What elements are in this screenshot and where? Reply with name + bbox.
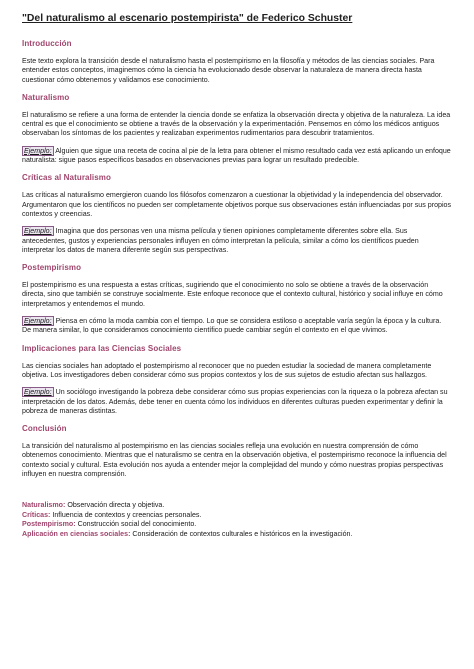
summary-value: Construcción social del conocimiento. bbox=[75, 520, 197, 529]
summary-item bbox=[22, 520, 452, 529]
example-postempirismo bbox=[22, 317, 452, 336]
example-label: Ejemplo: bbox=[24, 388, 52, 397]
summary-value: Influencia de contextos y creencias personales. bbox=[50, 510, 202, 519]
summary-key: Postempirismo: bbox=[22, 520, 76, 529]
heading-postempirismo: Postempirismo bbox=[22, 263, 82, 273]
example-naturalismo bbox=[22, 147, 452, 166]
summary-item bbox=[22, 530, 452, 539]
example-label: Ejemplo: bbox=[24, 227, 52, 236]
example-text: Imagina que dos personas ven una misma película y tienen opiniones completamente diferentes sobre ella. Sus antecedentes, gustos y experiencias personales influyen en cómo interpretan la película, similar a cómo los científicos pueden interpretar los datos de manera diferente según sus perspectivas. bbox=[22, 227, 419, 254]
paragraph-criticas: Las críticas al naturalismo emergieron cuando los filósofos comenzaron a cuestionar la objetividad y la independencia del observador. Argumentaron que los científicos no pueden ser completamente objetivos porque sus observaciones están influenciadas por sus propios contextos y creencias. bbox=[22, 191, 452, 218]
example-label: Ejemplo: bbox=[24, 317, 52, 326]
example-criticas bbox=[22, 227, 452, 255]
heading-implicaciones: Implicaciones para las Ciencias Sociales bbox=[22, 343, 182, 353]
paragraph-postempirismo: El postempirismo es una respuesta a estas críticas, sugiriendo que el conocimiento no solo se obtiene a través de la observación directa, sino que también se construye socialmente. Este enfoque reconoce que el contexto cultural, histórico y social influye en cómo interpretamos y entendemos el mundo. bbox=[22, 281, 443, 308]
summary-value: Consideración de contextos culturales e históricos en la investigación. bbox=[130, 529, 353, 538]
heading-introduccion: Introducción bbox=[22, 39, 72, 48]
summary-item bbox=[22, 501, 452, 510]
summary-key: Naturalismo: bbox=[22, 501, 66, 510]
example-text: Un sociólogo investigando la pobreza debe considerar cómo sus propias experiencias con la riqueza o la pobreza afectan su interpretación de los datos. Además, debe tener en cuenta cómo los individuos en diferentes culturas pueden experimentar y definir la pobreza de maneras distintas. bbox=[22, 388, 448, 415]
summary-key: Aplicación en ciencias sociales: bbox=[22, 529, 131, 538]
paragraph-conclusion: La transición del naturalismo al postempirismo en las ciencias sociales refleja una evolución en nuestra comprensión de cómo obtenemos conocimiento. Mientras que el naturalismo se centra en la observación objetiva, el postempirismo reconoce la influencia del contexto social y cultural. Esta evolución nos ayuda a entender mejor la complejidad del mundo y cómo nuestras propias perspectivas influyen en nuestra comprensión. bbox=[22, 442, 447, 479]
paragraph-introduccion: Este texto explora la transición desde el naturalismo hasta el postempirismo en la filosofía y métodos de las ciencias sociales. Para entender estos conceptos, imaginemos cómo la ciencia ha evolucionado desde observar la naturaleza de manera directa hasta cuestionar cómo obtenemos y validamos ese conocimiento. bbox=[22, 57, 435, 84]
example-label: Ejemplo: bbox=[24, 146, 52, 155]
document-title: "Del naturalismo al escenario postempirista" de Federico Schuster bbox=[22, 13, 353, 24]
summary-item bbox=[22, 511, 452, 520]
heading-criticas: Críticas al Naturalismo bbox=[22, 173, 111, 183]
example-implicaciones bbox=[22, 388, 452, 416]
example-text: Alguien que sigue una receta de cocina al pie de la letra para obtener el mismo resultado cada vez está aplicando un enfoque naturalista: sigue pasos específicos basados en observaciones previas para lograr un resultado predecible. bbox=[22, 146, 451, 165]
paragraph-naturalismo: El naturalismo se refiere a una forma de entender la ciencia donde se enfatiza la observación directa y objetiva de la naturaleza. La idea central es que el conocimiento se obtiene a través de la observación y la experimentación. Pensemos en cómo los médicos antiguos observaban los síntomas de los pacientes y realizaban experimentos rudimentarios para descubrir tratamientos. bbox=[22, 110, 451, 138]
summary-list bbox=[22, 501, 452, 539]
heading-naturalismo: Naturalismo bbox=[22, 92, 70, 102]
paragraph-implicaciones: Las ciencias sociales han adoptado el postempirismo al reconocer que no pueden estudiar la sociedad de manera completamente objetiva. Los investigadores deben considerar cómo sus propios contextos y los de sus sujetos de estudio afectan sus hallazgos. bbox=[22, 361, 432, 379]
example-text: Piensa en cómo la moda cambia con el tiempo. Lo que se considera estiloso o aceptable varía según la época y la cultura. De manera similar, lo que consideramos conocimiento científico puede cambiar según el contexto en el que vivimos. bbox=[22, 317, 442, 335]
summary-key: Críticas: bbox=[22, 510, 51, 519]
heading-conclusion: Conclusión bbox=[22, 424, 67, 434]
summary-value: Observación directa y objetiva. bbox=[65, 501, 165, 510]
